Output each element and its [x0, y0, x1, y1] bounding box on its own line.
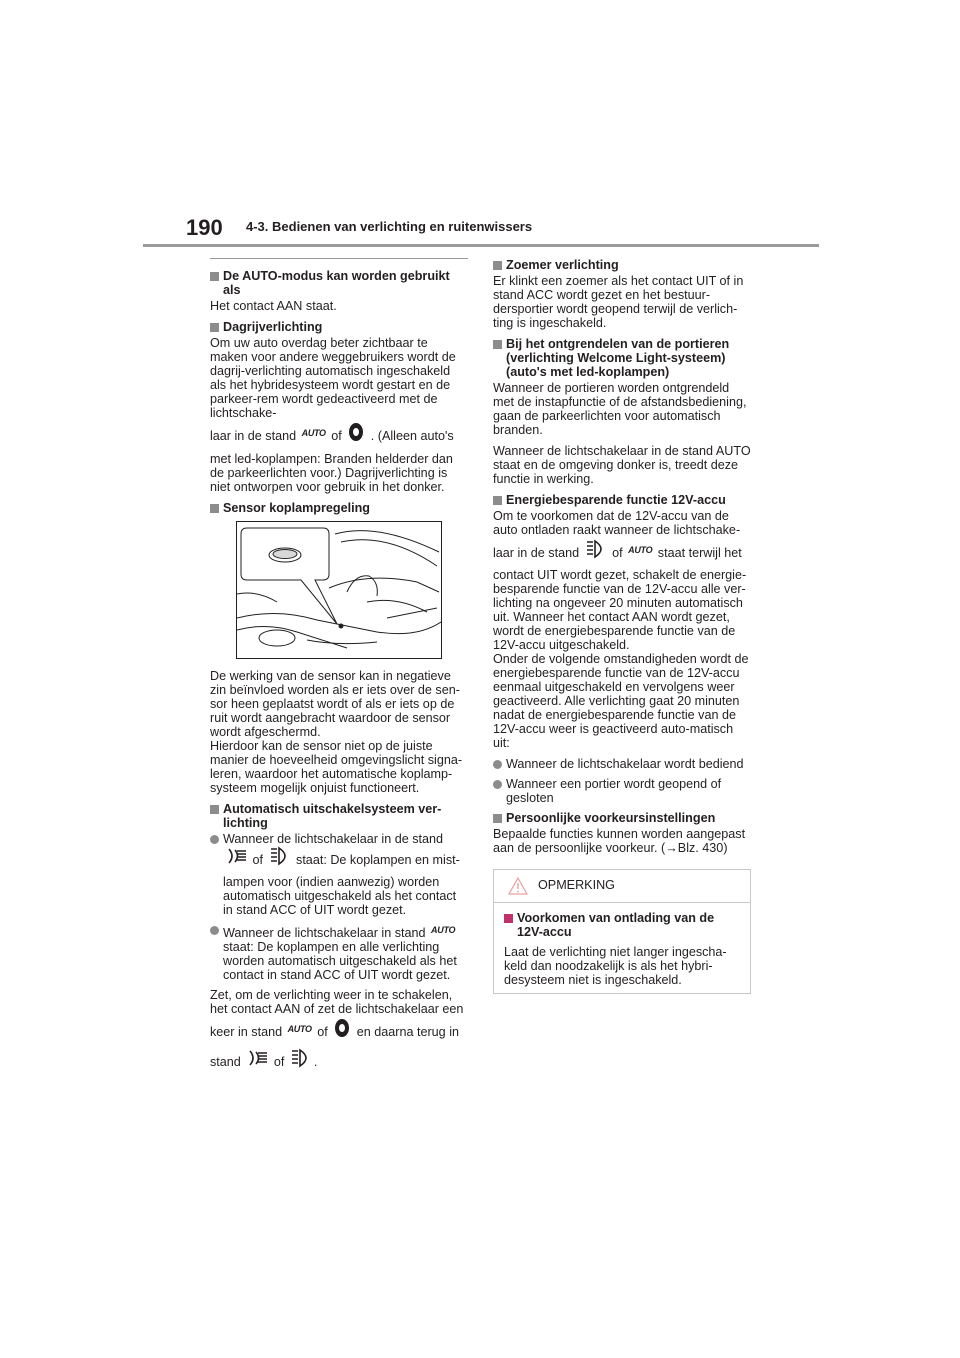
section-heading: De AUTO-modus kan worden gebruikt als: [210, 269, 468, 297]
paragraph: Om uw auto overdag beter zichtbaar te maken voor andere weggebruikers wordt de dagrij-verlichting automatisch ingeschakeld als het hybridesysteem wordt gestart en de parkeer-rem wordt gedeactiveerd met de lichtschake-: [210, 336, 456, 420]
sensor-illustration: [236, 521, 442, 659]
paragraph: Bepaalde functies kunnen worden aangepast aan de persoonlijke voorkeur. (→Blz. 430): [493, 827, 746, 856]
section-heading: Energiebesparende functie 12V-accu: [493, 493, 751, 507]
list-item: Wanneer de lichtschakelaar in stand AUTO staat: De koplampen en alle verlichting worden automatisch uitgeschakeld als het contact in stand ACC of UIT wordt gezet.: [210, 923, 468, 982]
section-heading: Bij het ontgrendelen van de portieren (verlichting Welcome Light-systeem) (auto's met led-koplampen): [493, 337, 751, 379]
auto-mode-icon: AUTO: [287, 1024, 312, 1035]
drl-lamp-icon: [347, 421, 365, 452]
warning-triangle-icon: [508, 877, 528, 898]
paragraph: Er klinkt een zoemer als het contact UIT of in stand ACC wordt gezet en het bestuur-dersportier wordt geopend terwijl de verlich-ting is ingeschakeld.: [493, 274, 744, 330]
low-beam-icon: [225, 847, 247, 874]
auto-mode-icon: AUTO: [431, 925, 456, 936]
chapter-title: 4-3. Bedienen van verlichting en ruitenwissers: [246, 219, 533, 234]
section-heading: Dagrijverlichting: [210, 320, 468, 334]
paragraph: Laat de verlichting niet langer ingescha-keld dan noodzakelijk is als het hybri-desysteem niet is ingeschakeld.: [504, 945, 727, 988]
paragraph: Wanneer de lichtschakelaar in de stand AUTO staat en de omgeving donker is, treedt deze functie in werking.: [493, 444, 751, 486]
list-item: Wanneer de lichtschakelaar wordt bediend: [493, 757, 751, 771]
notice-box: [493, 869, 751, 994]
paragraph: met led-koplampen: Branden helderder dan de parkeerlichten voor.) Dagrijverlichting is niet ontworpen voor gebruik in het donker.: [210, 452, 453, 495]
headlight-icon: [269, 846, 291, 875]
paragraph: laar in de stand of AUTO staat terwijl het: [493, 537, 751, 568]
list-item: Wanneer een portier wordt geopend of gesloten: [493, 777, 751, 805]
section-heading: Automatisch uitschakelsysteem ver-lichting: [210, 802, 468, 830]
paragraph: contact UIT wordt gezet, schakelt de energie-besparende functie van de 12V-accu alle ver-lichting na ongeveer 20 minuten automatisch uit. Wanneer het contact AAN wordt gezet, wordt de energiebesparende functie van de 12V-accu uitgeschakeld.: [493, 568, 747, 653]
low-beam-icon: [246, 1049, 268, 1076]
column-divider: [210, 258, 468, 259]
list-item: Wanneer de lichtschakelaar in de stand of staat: De koplampen en mist- lampen voor (indien aanwezig) worden automatisch uitgeschakeld als het contact in stand ACC of UIT wordt gezet.: [210, 832, 468, 917]
page-number: 190: [186, 215, 223, 240]
drl-lamp-icon: [333, 1017, 351, 1048]
left-column: [210, 258, 468, 1084]
paragraph: Om te voorkomen dat de 12V-accu van de auto ontladen raakt wanneer de lichtschake-: [493, 509, 741, 537]
section-heading: Zoemer verlichting: [493, 258, 751, 272]
right-column: [493, 258, 751, 994]
auto-mode-icon: AUTO: [301, 428, 326, 438]
paragraph: Het contact AAN staat.: [210, 299, 337, 313]
paragraph: stand of .: [210, 1048, 468, 1077]
section-heading: Persoonlijke voorkeursinstellingen: [493, 811, 751, 825]
paragraph: Wanneer de portieren worden ontgrendeld met de instapfunctie of de afstandsbediening, gaan de parkeerlichten voor automatisch branden.: [493, 381, 747, 437]
paragraph: Hierdoor kan de sensor niet op de juiste manier de hoeveelheid omgevingslicht signa-leren, waardoor het automatische koplamp-systeem mogelijk onjuist functioneert.: [210, 739, 463, 796]
header-rule: [143, 244, 819, 247]
notice-header: [494, 870, 750, 903]
paragraph: laar in de stand AUTO of . (Alleen auto's: [210, 420, 468, 452]
section-heading: Sensor koplampregeling: [210, 501, 468, 515]
paragraph: keer in stand AUTO of en daarna terug in: [210, 1016, 468, 1048]
headlight-icon: [290, 1048, 312, 1077]
headlight-icon: [585, 539, 607, 568]
paragraph: Zet, om de verlichting weer in te schakelen, het contact AAN of zet de lichtschakelaar een: [210, 988, 464, 1017]
auto-mode-icon: AUTO: [628, 545, 653, 555]
section-heading: Voorkomen van ontlading van de 12V-accu: [504, 911, 740, 939]
paragraph: Onder de volgende omstandigheden wordt de energiebesparende functie van de 12V-accu eenmaal uitgeschakeld en vervolgens weer geactiveerd. Alle verlichting gaat 20 minuten nadat de energiebesparende functie van de 12V-accu weer is geactiveerd auto-matisch uit:: [493, 652, 749, 751]
paragraph: De werking van de sensor kan in negatieve zin beïnvloed worden als er iets over de sen-sor heen geplaatst wordt of als er iets op de ruit wordt aangebracht waardoor de sensor wordt afgeschermd.: [210, 669, 460, 740]
notice-title: OPMERKING: [538, 878, 615, 893]
